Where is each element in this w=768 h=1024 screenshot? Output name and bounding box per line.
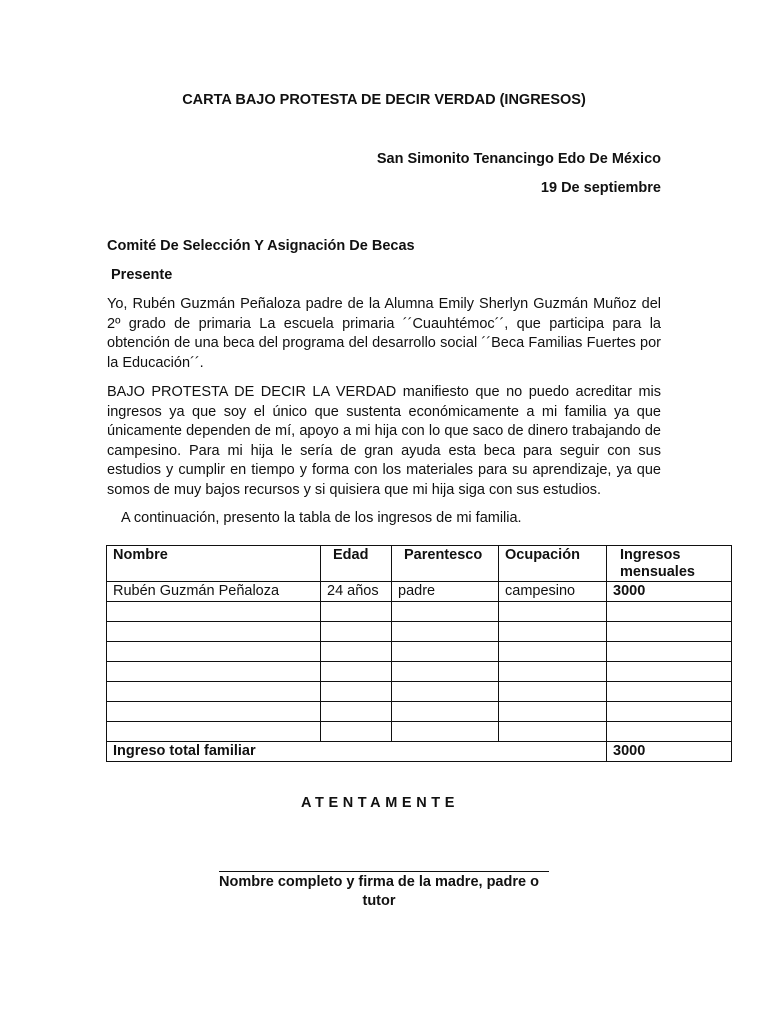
cell-income [607, 702, 732, 722]
cell-income [607, 722, 732, 742]
total-label: Ingreso total familiar [107, 742, 607, 762]
signature-label: Nombre completo y firma de la madre, padre o tutor [219, 874, 539, 909]
cell-occupation [499, 682, 607, 702]
header-age: Edad [321, 546, 392, 582]
cell-age [321, 722, 392, 742]
table-row [107, 682, 732, 702]
cell-name [107, 642, 321, 662]
table-row [107, 722, 732, 742]
letter-addressee: Comité De Selección Y Asignación De Becas [107, 238, 415, 254]
cell-relationship [392, 642, 499, 662]
letter-greeting: Presente [111, 267, 173, 283]
cell-relationship [392, 602, 499, 622]
cell-name [107, 622, 321, 642]
signature-line [219, 871, 549, 872]
cell-name [107, 702, 321, 722]
cell-relationship [392, 682, 499, 702]
paragraph-introduction: Yo, Rubén Guzmán Peñaloza padre de la Alumna Emily Sherlyn Guzmán Muñoz del 2º grado de primaria La escuela primaria ´´Cuauhtémoc´´, que participa para la obtención de una beca del programa del desarrollo social ´´Beca Familias Fuertes por la Educación´´. [107, 296, 661, 371]
header-name: Nombre [107, 546, 321, 582]
table-row [107, 662, 732, 682]
table-row [107, 582, 732, 602]
cell-name: Rubén Guzmán Peñaloza [107, 582, 321, 602]
cell-age [321, 642, 392, 662]
cell-age [321, 702, 392, 722]
cell-income [607, 602, 732, 622]
cell-income [607, 662, 732, 682]
table-header-row [107, 546, 732, 582]
paragraph-declaration: BAJO PROTESTA DE DECIR LA VERDAD manifiesto que no puedo acreditar mis ingresos ya que soy el único que sustenta económicamente a mi familia ya que únicamente dependen de mí, apoyo a mi hija con lo que saco de dinero trabajando de campesino. Para mi hija le sería de gran ayuda esta beca para seguir con sus estudios y cumplir en tiempo y forma con los materiales para su aprendizaje, ya que somos de muy bajos recursos y si quisiera que mi hija siga con sus estudios. [107, 384, 661, 498]
cell-name [107, 682, 321, 702]
document-title: CARTA BAJO PROTESTA DE DECIR VERDAD (INGRESOS) [182, 92, 586, 108]
cell-relationship [392, 622, 499, 642]
cell-age [321, 682, 392, 702]
cell-occupation [499, 722, 607, 742]
total-value: 3000 [607, 742, 732, 762]
cell-relationship [392, 662, 499, 682]
cell-relationship [392, 702, 499, 722]
cell-relationship: padre [392, 582, 499, 602]
cell-occupation [499, 702, 607, 722]
cell-income [607, 642, 732, 662]
table-row [107, 622, 732, 642]
letter-place: San Simonito Tenancingo Edo De México [376, 151, 661, 167]
cell-occupation [499, 602, 607, 622]
cell-occupation [499, 662, 607, 682]
cell-name [107, 722, 321, 742]
letter-date: 19 De septiembre [540, 180, 661, 196]
closing-text: ATENTAMENTE [301, 795, 459, 811]
cell-age [321, 622, 392, 642]
cell-occupation [499, 622, 607, 642]
table-total-row [107, 742, 732, 762]
cell-income [607, 682, 732, 702]
header-income: Ingresos mensuales [607, 546, 732, 582]
table-row [107, 702, 732, 722]
income-table [106, 545, 732, 762]
header-occupation: Ocupación [499, 546, 607, 582]
table-row [107, 642, 732, 662]
cell-age [321, 662, 392, 682]
cell-income [607, 622, 732, 642]
table-row [107, 602, 732, 622]
cell-age [321, 602, 392, 622]
cell-occupation: campesino [499, 582, 607, 602]
table-intro-text: A continuación, presento la tabla de los ingresos de mi familia. [121, 510, 522, 526]
cell-name [107, 602, 321, 622]
cell-occupation [499, 642, 607, 662]
cell-income: 3000 [607, 582, 732, 602]
header-relationship: Parentesco [392, 546, 499, 582]
cell-name [107, 662, 321, 682]
cell-age: 24 años [321, 582, 392, 602]
cell-relationship [392, 722, 499, 742]
